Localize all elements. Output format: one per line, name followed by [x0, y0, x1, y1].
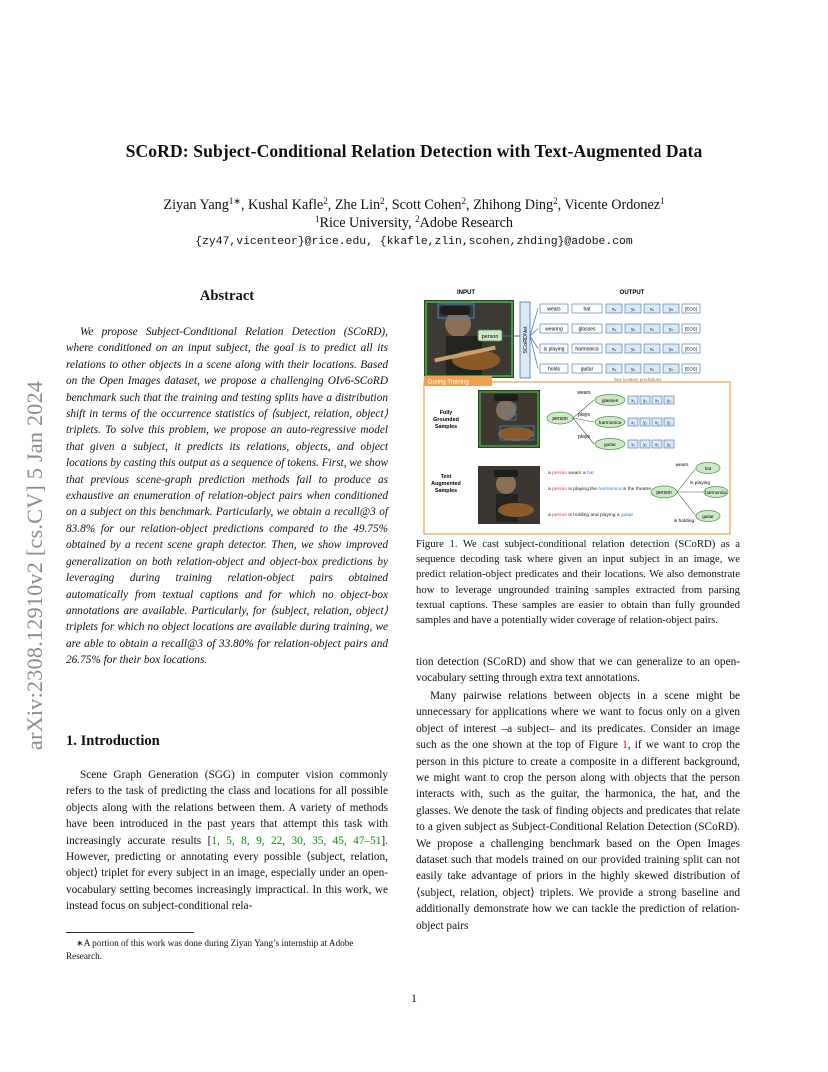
output-coord-token-label: x₂	[649, 346, 655, 352]
grounded-coord-token-label: y₂	[667, 397, 671, 403]
grounded-photo	[478, 390, 540, 448]
output-coord-token-label: y₁	[631, 346, 635, 352]
text-relation-label: wears	[675, 463, 689, 468]
output-coord-token-label: y₂	[668, 346, 674, 352]
affiliations: $^1$Rice University, $^2$Adobe Research	[315, 214, 513, 231]
grounded-coord-token-label: x₁	[631, 441, 635, 447]
text-subject-label: person	[656, 489, 672, 496]
output-coord-token-label: x₂	[649, 366, 655, 372]
output-coord-token-label: x₁	[612, 366, 616, 372]
grounded-coord-token-label: x₂	[655, 397, 659, 403]
output-coord-token-label: x₁	[612, 306, 616, 312]
grounded-coord-token-label: y₂	[667, 419, 671, 425]
output-relation-label: holds	[548, 366, 560, 373]
output-coord-token-label: x₂	[649, 306, 655, 312]
grounded-object-label: harmonica	[598, 420, 622, 426]
text-object-label: harmonica	[705, 489, 727, 495]
scordnet-label: SCoRDNet	[523, 326, 529, 354]
grounded-coord-token-label: x₁	[631, 397, 635, 403]
figure-1-link[interactable]: 1	[622, 739, 628, 752]
author-names: Ziyan Yang$^{1∗}$, Kushal Kafle$^2$, Zhe Lin$^2$, Scott Cohen$^2$, Zhihong Ding$^2$, Vicente Ordonez$^1$	[163, 196, 665, 213]
text-aug-label-1: Text	[440, 474, 452, 480]
footnote-rule	[66, 932, 194, 933]
output-object-label: hat	[583, 306, 591, 313]
output-eos-token-label: [EOS]	[685, 366, 697, 372]
output-object-label: harmonica	[575, 346, 599, 353]
output-object-label: glasses	[578, 326, 596, 333]
citation-links[interactable]: 1, 5, 8, 9, 22, 30, 35, 45, 47–51	[211, 834, 382, 847]
intro-paragraph-1	[66, 767, 388, 915]
grounded-subject-label: person	[552, 415, 568, 422]
grounded-label-1: Fully	[439, 410, 453, 416]
text-aug-photo	[478, 466, 540, 524]
text-relation-label: is playing	[690, 481, 710, 486]
introduction-heading: 1. Introduction	[66, 733, 160, 749]
figure-1	[416, 286, 740, 536]
grounded-coord-token-label: x₂	[655, 441, 659, 447]
grounded-label-3: Samples	[434, 424, 458, 430]
intro-p1-text-b: ]. However, predicting or annotating every possible ⟨subject, relation, object⟩ triplet for every subject in an image, especially under an open-vocabulary setting becomes increasingly impractical. In this work, we instead focus on subject-conditional rela-	[66, 834, 388, 913]
output-relation-label: is playing	[543, 346, 565, 353]
box-predictions-label: box location predictions	[614, 377, 662, 382]
figure-1-diagram	[416, 286, 740, 536]
output-coord-token-label: x₁	[612, 326, 616, 332]
grounded-label-2: Grounded	[433, 417, 459, 423]
grounded-coord-token-label: x₁	[631, 419, 635, 425]
grounded-relation-label: plays	[578, 434, 590, 440]
footnote: ∗A portion of this work was done during Ziyan Yang’s internship at Adobe Research.	[66, 938, 354, 961]
page-number: 1	[411, 991, 417, 1005]
output-coord-token-label: y₂	[668, 326, 674, 332]
text-aug-label-2: Augmented	[431, 481, 461, 487]
intro-p2-text-a: Many pairwise relations between objects in a scene might be unnecessary for applications where we want to focus only on a given object of interest –a subject– and its predicates. Consider an image such as the one shown at the top of Figure	[416, 690, 740, 752]
intro-paragraph-2	[416, 688, 740, 934]
input-label: INPUT	[457, 290, 475, 296]
training-tab-label: During Training	[428, 379, 469, 386]
grounded-relation-label: plays	[578, 412, 590, 418]
paper-title: SCoRD: Subject-Conditional Relation Detection with Text-Augmented Data	[125, 141, 703, 161]
grounded-coord-token-label: y₂	[667, 441, 671, 447]
intro-p2-text-b: , if we want to crop the person in this picture to create a composite in a different background, we might want to crop the person along with objects that the person interacts with, such as the guitar, the harmonica, the hat, and the glasses. We denote the task of finding objects and predicates that relate to a given subject as Subject-Conditional Relation Detection (SCoRD). We propose a challenging benchmark based on the Open Images dataset such that models trained on our provided training split can not easily take advantage of priors in the highly skewed distribution of ⟨subject, relation, object⟩ triplets. We provide a strong baseline and additionally demonstrate how we can tackle the prediction of relation-object pairs	[416, 739, 740, 932]
arxiv-watermark: arXiv:2308.12910v2 [cs.CV] 5 Jan 2024	[22, 380, 47, 750]
output-coord-token-label: y₁	[631, 326, 635, 332]
text-relation-label: is holding	[673, 519, 695, 524]
grounded-coord-token-label: x₂	[655, 419, 659, 425]
output-coord-token-label: y₂	[668, 306, 674, 312]
output-relation-label: wears	[547, 306, 561, 313]
caption-line: a person is holding and playing a guitar	[548, 513, 634, 518]
intro-paragraph-1-continued: tion detection (SCoRD) and show that we can generalize to an open-vocabulary setting through extra text annotations.	[416, 656, 740, 685]
caption-line: a person is playing the harmonica in the theatre	[548, 487, 652, 492]
abstract-heading: Abstract	[199, 288, 255, 304]
figure-1-caption: Figure 1. We cast subject-conditional relation detection (SCoRD) as a sequence decoding task where given an input subject in an image, we predict relation-object predicates and their locations. We also demonstrate how to leverage ungrounded training samples extracted from parsing textual captions. These samples are easier to obtain than fully grounded samples and have a potentially wider coverage of relation-object pairs.	[416, 538, 740, 627]
grounded-coord-token-label: y₁	[643, 419, 647, 425]
output-relation-label: wearing	[545, 326, 563, 333]
text-object-label: guitar	[702, 513, 714, 519]
output-arrow	[530, 336, 538, 369]
output-coord-token-label: x₂	[649, 326, 655, 332]
output-coord-token-label: y₁	[631, 306, 635, 312]
output-sequences	[530, 304, 700, 373]
output-label: OUTPUT	[619, 290, 645, 296]
input-subject-label: person	[481, 334, 499, 340]
grounded-coord-token-label: y₁	[643, 397, 647, 403]
output-eos-token-label: [EOS]	[685, 346, 697, 352]
text-aug-label-3: Samples	[434, 488, 458, 494]
abstract-body: We propose Subject-Conditional Relation Detection (SCoRD), where conditioned on an input subject, the goal is to predict all its relations to other objects in a scene along with their locations. Based on the Open Images dataset, we propose a challenging OIv6-SCoRD benchmark such that the training and testing splits have a distribution shift in terms of the occurrence statistics of ⟨subject, relation, object⟩ triplets. To solve this problem, we propose an auto-regressive model that given a subject, it predicts its relations, objects, and object locations by casting this output as a sequence of tokens. First, we show that previous scene-graph prediction methods fail to produce as exhaustive an enumeration of relation-object pairs when conditioned on a subject on this benchmark. Particularly, we obtain a recall@3 of 83.8% for our relation-object predictions compared to the 49.75% obtained by a recent scene graph detector. Then, we show improved generalization on both relation-object and object-box predictions by leveraging during training relation-object pairs obtained automatically from textual captions and for which no object-box annotations are available. Particularly, for ⟨subject, relation, object⟩ triplets for which no object locations are available during training, we are able to obtain a recall@3 of 33.80% for relation-object pairs and 26.75% for their box locations.	[66, 326, 388, 667]
output-coord-token-label: y₁	[631, 366, 635, 372]
grounded-coord-token-label: y₁	[643, 441, 647, 447]
output-coord-token-label: x₁	[612, 346, 616, 352]
author-emails: {zy47,vicenteor}@rice.edu, {kkafle,zlin,scohen,zhding}@adobe.com	[195, 236, 633, 248]
output-coord-token-label: y₂	[668, 366, 674, 372]
text-object-label: hat	[704, 465, 712, 471]
grounded-relation-label: wears	[577, 390, 591, 396]
author-block	[0, 196, 828, 232]
output-eos-token-label: [EOS]	[685, 326, 697, 332]
grounded-object-label: guitar	[604, 442, 616, 448]
output-eos-token-label: [EOS]	[685, 306, 697, 312]
caption-line: a person wears a hat	[548, 471, 594, 476]
output-object-label: guitar	[580, 366, 594, 373]
grounded-object-label: glasses	[601, 398, 619, 404]
intro-p1-text-a: Scene Graph Generation (SGG) in computer vision commonly refers to the task of predicting the class and locations for all possible objects along with the relations between them. A variety of methods have been introduced in the past years that attempt this task with increasingly accurate results [	[66, 769, 388, 847]
